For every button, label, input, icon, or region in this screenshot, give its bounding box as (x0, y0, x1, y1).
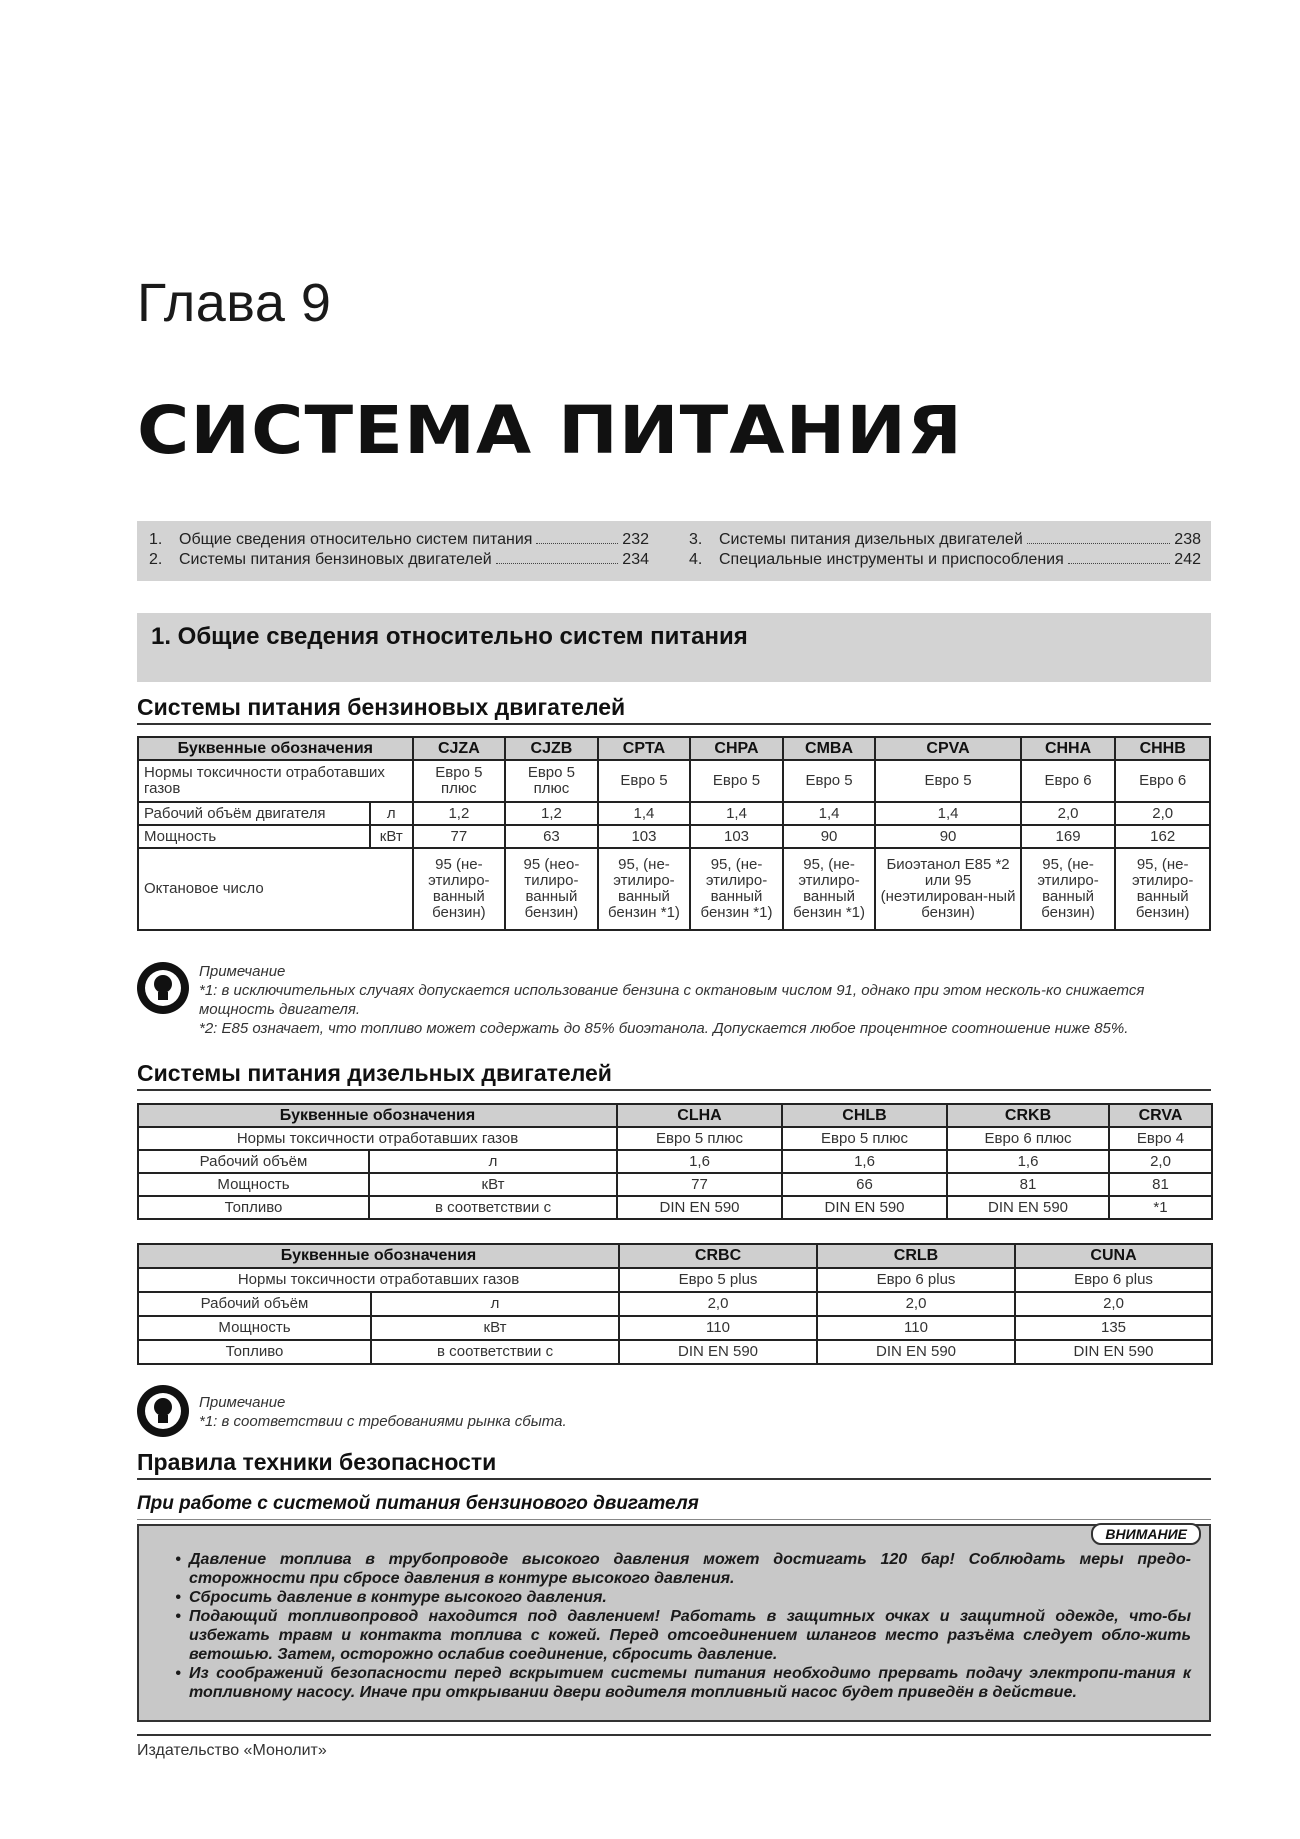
safety-subheading: При работе с системой питания бензинового двигателя (137, 1493, 1211, 1520)
cell: Евро 5 плюс (413, 760, 506, 802)
cell: 1,6 (947, 1150, 1109, 1173)
unit: в соответствии с (369, 1196, 617, 1219)
cell: 90 (783, 825, 876, 848)
cell: 77 (413, 825, 506, 848)
cell: 103 (690, 825, 783, 848)
unit: в соответствии с (371, 1340, 619, 1364)
row-label: Мощность (138, 825, 370, 848)
note-line: *1: в исключительных случаях допускается использование бензина с октановым числом 91, однако при этом несколь-ко снижается мощность двигателя. (199, 982, 1145, 1018)
note-line: *2: E85 означает, что топливо может содержать до 85% биоэтанола. Допускается любое процентное соотношение ниже 85%. (199, 1020, 1129, 1037)
cell: Евро 5 плюс (782, 1127, 947, 1150)
cell: 1,2 (413, 802, 506, 825)
cell: 1,4 (690, 802, 783, 825)
table-of-contents (137, 521, 1211, 581)
cell: Евро 5 плюс (617, 1127, 782, 1150)
cell: 1,6 (617, 1150, 782, 1173)
warning-box (137, 1524, 1211, 1722)
warning-item: • Сбросить давление в контуре высокого давления. (157, 1588, 1191, 1607)
row-label: Нормы токсичности отработавших газов (138, 1127, 617, 1150)
engine-code: CMBA (783, 737, 876, 760)
cell: 1,4 (598, 802, 691, 825)
cell: Евро 6 (1021, 760, 1116, 802)
petrol-heading: Системы питания бензиновых двигателей (137, 694, 1211, 725)
cell: 135 (1015, 1316, 1212, 1340)
engine-code: CPTA (598, 737, 691, 760)
cell: 81 (947, 1173, 1109, 1196)
cell: 95, (не-этилиро-ванный бензин) (1115, 848, 1210, 930)
engine-code: CJZA (413, 737, 506, 760)
diesel-heading: Системы питания дизельных двигателей (137, 1060, 1211, 1091)
cell: Евро 5 plus (619, 1268, 817, 1292)
engine-code: CHPA (690, 737, 783, 760)
safety-heading: Правила техники безопасности (137, 1449, 1211, 1480)
cell: Евро 5 плюс (505, 760, 598, 802)
cell: DIN EN 590 (617, 1196, 782, 1219)
cell: 110 (817, 1316, 1015, 1340)
cell: *1 (1109, 1196, 1212, 1219)
note-title: Примечание (199, 963, 286, 980)
chapter-title: СИСТЕМА ПИТАНИЯ (137, 392, 964, 469)
warning-item: • Давление топлива в трубопроводе высокого давления может достигать 120 бар! Соблюдать меры предо-сторожности при сбросе давления в контуре высокого давления. (157, 1550, 1191, 1588)
label-header: Буквенные обозначения (138, 737, 413, 760)
unit: л (369, 1150, 617, 1173)
unit: кВт (371, 1316, 619, 1340)
cell: 95 (нео-тилиро-ванный бензин) (505, 848, 598, 930)
row-label: Рабочий объём (138, 1292, 371, 1316)
engine-code: CHLB (782, 1104, 947, 1127)
engine-code: CRKB (947, 1104, 1109, 1127)
cell: 2,0 (1109, 1150, 1212, 1173)
cell: 1,2 (505, 802, 598, 825)
publisher-footer: Издательство «Монолит» (137, 1734, 1211, 1760)
toc-item[interactable]: 4. Специальные инструменты и приспособления 242 (689, 551, 1201, 568)
cell: DIN EN 590 (619, 1340, 817, 1364)
warning-item: • Подающий топливопровод находится под давлением! Работать в защитных очках и защитной одежде, что-бы избежать травм и контакта топлива с кожей. Перед отсоединением шлангов место разъёма следует обло-жить ветошью. Затем, осторожно ослабив соединение, сбросить давление. (157, 1607, 1191, 1664)
cell: 95, (не-этилиро-ванный бензин *1) (598, 848, 691, 930)
cell: 2,0 (1115, 802, 1210, 825)
lightbulb-icon (137, 1385, 189, 1437)
unit: кВт (369, 1173, 617, 1196)
engine-code: CRBC (619, 1244, 817, 1268)
row-label: Топливо (138, 1196, 369, 1219)
cell: 77 (617, 1173, 782, 1196)
engine-code: CRLB (817, 1244, 1015, 1268)
cell: 1,4 (783, 802, 876, 825)
cell: 90 (875, 825, 1020, 848)
cell: DIN EN 590 (782, 1196, 947, 1219)
cell: Евро 6 плюс (947, 1127, 1109, 1150)
cell: Евро 6 plus (817, 1268, 1015, 1292)
chapter-number: Глава 9 (137, 273, 332, 333)
row-label: Рабочий объём двигателя (138, 802, 370, 825)
cell: 2,0 (817, 1292, 1015, 1316)
cell: 66 (782, 1173, 947, 1196)
section-title: 1. Общие сведения относительно систем питания (137, 613, 1211, 682)
engine-code: CUNA (1015, 1244, 1212, 1268)
cell: Евро 5 (875, 760, 1020, 802)
row-label: Нормы токсичности отработавших газов (138, 1268, 619, 1292)
cell: DIN EN 590 (1015, 1340, 1212, 1364)
cell: 162 (1115, 825, 1210, 848)
cell: 2,0 (1021, 802, 1116, 825)
row-label: Мощность (138, 1173, 369, 1196)
engine-code: CRVA (1109, 1104, 1212, 1127)
row-label: Топливо (138, 1340, 371, 1364)
engine-code: CPVA (875, 737, 1020, 760)
diesel-spec-table-2 (137, 1243, 1213, 1365)
cell: 63 (505, 825, 598, 848)
toc-item[interactable]: 1. Общие сведения относительно систем питания 232 (149, 531, 649, 548)
petrol-note (137, 962, 1211, 1042)
cell: 169 (1021, 825, 1116, 848)
cell: 2,0 (1015, 1292, 1212, 1316)
cell: 2,0 (619, 1292, 817, 1316)
toc-item[interactable]: 3. Системы питания дизельных двигателей 238 (689, 531, 1201, 548)
engine-code: CHHA (1021, 737, 1116, 760)
diesel-spec-table-1 (137, 1103, 1213, 1220)
cell: Евро 6 (1115, 760, 1210, 802)
cell: DIN EN 590 (947, 1196, 1109, 1219)
unit: кВт (370, 825, 413, 848)
cell: 1,6 (782, 1150, 947, 1173)
cell: 81 (1109, 1173, 1212, 1196)
cell: Евро 5 (690, 760, 783, 802)
warning-label: ВНИМАНИЕ (1091, 1523, 1201, 1545)
cell: Евро 5 (598, 760, 691, 802)
unit: л (371, 1292, 619, 1316)
label-header: Буквенные обозначения (138, 1104, 617, 1127)
cell: Евро 5 (783, 760, 876, 802)
warning-item: • Из соображений безопасности перед вскрытием системы питания необходимо прервать подачу электропи-тания к топливному насосу. Иначе при открывании двери водителя топливный насос будет приведён в действие. (157, 1664, 1191, 1702)
unit: л (370, 802, 413, 825)
cell: Биоэтанол E85 *2 или 95 (неэтилирован-ный бензин) (875, 848, 1020, 930)
petrol-spec-table (137, 736, 1211, 931)
cell: 95 (не-этилиро-ванный бензин) (413, 848, 506, 930)
row-label: Нормы токсичности отработавших газов (138, 760, 413, 802)
cell: DIN EN 590 (817, 1340, 1015, 1364)
note-line: *1: в соответствии с требованиями рынка сбыта. (199, 1413, 567, 1430)
cell: 95, (не-этилиро-ванный бензин *1) (690, 848, 783, 930)
cell: Евро 4 (1109, 1127, 1212, 1150)
cell: 95, (не-этилиро-ванный бензин *1) (783, 848, 876, 930)
cell: 110 (619, 1316, 817, 1340)
toc-item[interactable]: 2. Системы питания бензиновых двигателей 234 (149, 551, 649, 568)
label-header: Буквенные обозначения (138, 1244, 619, 1268)
row-label: Октановое число (138, 848, 413, 930)
engine-code: CHHB (1115, 737, 1210, 760)
lightbulb-icon (137, 962, 189, 1014)
diesel-note (137, 1385, 1211, 1439)
row-label: Рабочий объём (138, 1150, 369, 1173)
cell: 1,4 (875, 802, 1020, 825)
cell: Евро 6 plus (1015, 1268, 1212, 1292)
note-title: Примечание (199, 1394, 286, 1411)
engine-code: CJZB (505, 737, 598, 760)
row-label: Мощность (138, 1316, 371, 1340)
cell: 103 (598, 825, 691, 848)
cell: 95, (не-этилиро-ванный бензин) (1021, 848, 1116, 930)
engine-code: CLHA (617, 1104, 782, 1127)
